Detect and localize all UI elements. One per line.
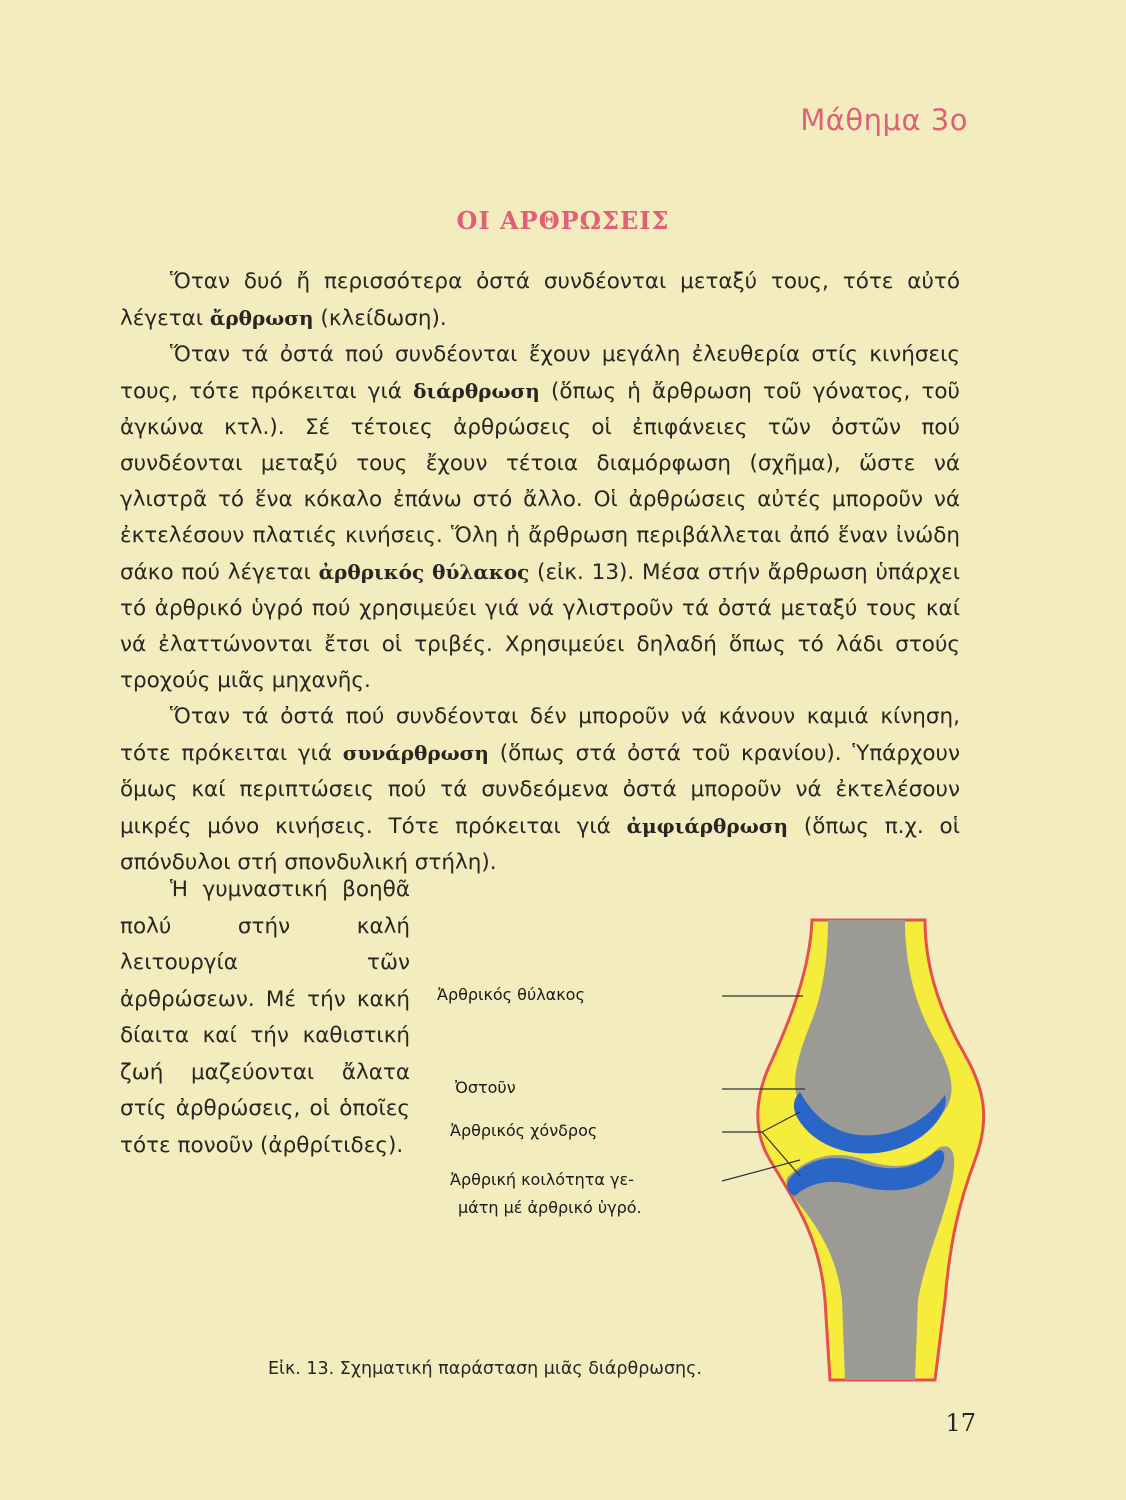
term-arthrosi: ἄρθρωση bbox=[209, 306, 314, 330]
label-joint-capsule: Ἀρθρικός θύλακος bbox=[437, 985, 585, 1004]
label-bone: Ὀστοῦν bbox=[455, 1078, 516, 1097]
label-joint-cavity-line2: μάτη μέ ἀρθρικό ὑγρό. bbox=[458, 1198, 642, 1217]
joint-diagram bbox=[720, 915, 990, 1385]
sidebar-paragraph: Ἡ γυμναστική βοηθᾶ πολύ στήν καλή λειτουργία τῶν ἀρθρώσεων. Μέ τήν κακή δίαιτα καί τήν καθιστική ζωή μαζεύονται ἄλατα στίς ἀρθρώσεις, οἱ ὁποῖες τότε πονοῦν (ἀρθρίτιδες). bbox=[120, 877, 410, 1158]
term-amfiarthrosi: ἀμφιάρθρωση bbox=[626, 814, 789, 838]
term-arthrikos-thylakos: ἀρθρικός θύλακος bbox=[318, 560, 530, 584]
text-span: (εἰκ. 13). Μέσα στήν ἄρθρωση ὑπάρχει τό ἀρθρικό ὑγρό πού χρησιμεύει γιά νά γλιστροῦν τά ὀστά μεταξύ τους καί νά ἐλαττώνονται ἔτσι οἱ τριβές. Χρησιμεύει δηλαδή ὅπως τό λάδι στούς τροχούς μιᾶς μηχανῆς. bbox=[120, 560, 961, 693]
text-span: Ὅταν τά ὀστά πού συνδέονται δέν μποροῦν νά κάνουν καμιά κίνηση, τότε πρόκειται γιά bbox=[120, 704, 960, 766]
paragraph-3 bbox=[120, 699, 960, 881]
text-span: (ὅπως π.χ. οἱ σπόνδυλοι στή σπονδυλική στήλη). bbox=[120, 814, 960, 875]
page-title: ΟΙ ΑΡΘΡΩΣΕΙΣ bbox=[456, 206, 670, 235]
term-diarthrosi: διάρθρωση bbox=[413, 379, 540, 403]
text-span: (κλείδωση). bbox=[313, 306, 447, 331]
label-articular-cartilage: Ἀρθρικός χόνδρος bbox=[450, 1121, 598, 1140]
lesson-label: Μάθημα 3ο bbox=[800, 103, 968, 137]
term-synarthrosi: συνάρθρωση bbox=[342, 741, 489, 765]
paragraph-2 bbox=[120, 337, 960, 699]
paragraph-1 bbox=[120, 264, 960, 337]
text-span: (ὅπως ἡ ἄρθρωση τοῦ γόνατος, τοῦ ἀγκώνα κτλ.). Σέ τέτοιες ἀρθρώσεις οἱ ἐπιφάνειες τῶν ὀστῶν πού συνδέονται μεταξύ τους ἔχουν τέτοια διαμόρφωση (σχῆμα), ὥστε νά γλιστρᾶ τό ἕνα κόκαλο ἐπάνω στό ἄλλο. Οἱ ἀρθρώσεις αὐτές μποροῦν νά ἐκτελέσουν πλατιές κινήσεις. Ὅλη ἡ ἄρθρωση περιβάλλεται ἀπό ἕναν ἰνώδη σάκο πού λέγεται bbox=[120, 379, 960, 585]
page-number: 17 bbox=[945, 1409, 976, 1437]
sidebar-text bbox=[120, 872, 410, 1164]
text-span: Ὅταν δυό ἤ περισσότερα ὀστά συνδέονται μεταξύ τους, τότε αὐτό λέγεται bbox=[120, 269, 960, 331]
text-span: (ὅπως στά ὀστά τοῦ κρανίου). Ὑπάρχουν ὅμως καί περιπτώσεις πού τά συνδεόμενα ὀστά μποροῦν νά ἐκτελέσουν μικρές μόνο κινήσεις. Τότε πρόκειται γιά bbox=[120, 741, 960, 839]
main-text bbox=[120, 264, 960, 881]
figure-caption: Εἰκ. 13. Σχηματική παράσταση μιᾶς διάρθρωσης. bbox=[268, 1359, 702, 1379]
text-span: Ὅταν τά ὀστά πού συνδέονται ἔχουν μεγάλη ἐλευθερία στίς κινήσεις τους, τότε πρόκειται γιά bbox=[120, 342, 960, 404]
label-joint-cavity-line1: Ἀρθρική κοιλότητα γε- bbox=[450, 1170, 634, 1189]
